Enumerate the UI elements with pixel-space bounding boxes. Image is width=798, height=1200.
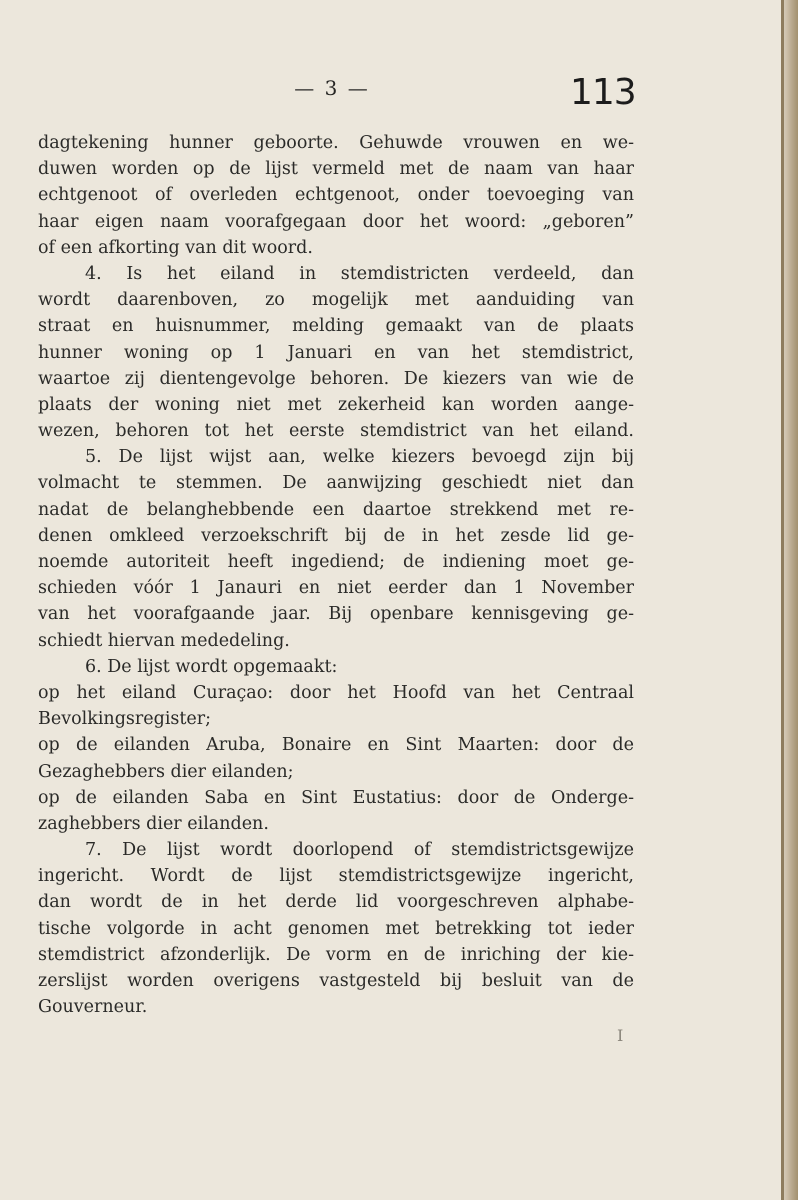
text-line: schiedt hiervan mededeling. xyxy=(38,630,290,651)
text-line: haar eigen naam voorafgegaan door het woord: „geboren” xyxy=(38,211,634,232)
page-edge xyxy=(782,0,798,1200)
text-line: dagtekening hunner geboorte. Gehuwde vrouwen en we- xyxy=(38,133,634,153)
text-line: noemde autoriteit heeft ingediend; de indiening moet ge- xyxy=(38,552,634,572)
text-line: plaats der woning niet met zekerheid kan worden aange- xyxy=(38,394,634,415)
text-line: op het eiland Curaçao: door het Hoofd van het Centraal xyxy=(38,682,634,703)
page-number: — 3 — xyxy=(294,76,370,100)
text-line: volmacht te stemmen. De aanwijzing geschiedt niet dan xyxy=(38,473,634,494)
stray-mark: I xyxy=(617,1026,624,1045)
text-line: 5. De lijst wijst aan, welke kiezers bevoegd zijn bij xyxy=(85,447,634,468)
text-line: zaghebbers dier eilanden. xyxy=(38,813,269,834)
text-line: of een afkorting van dit woord. xyxy=(38,237,313,258)
text-line: 7. De lijst wordt doorlopend of stemdistrictsgewijze xyxy=(85,840,634,861)
page-edge-shadow xyxy=(781,0,784,1200)
text-line: ingericht. Wordt de lijst stemdistrictsgewijze ingericht, xyxy=(38,866,634,887)
text-line: Gouverneur. xyxy=(38,997,148,1018)
text-line: wezen, behoren tot het eerste stemdistrict van het eiland. xyxy=(38,421,634,442)
text-line: op de eilanden Saba en Sint Eustatius: door de Onderge- xyxy=(38,787,634,808)
text-line: straat en huisnummer, melding gemaakt van de plaats xyxy=(38,316,634,337)
text-line: wordt daarenboven, zo mogelijk met aanduiding van xyxy=(38,290,634,311)
text-line: op de eilanden Aruba, Bonaire en Sint Maarten: door de xyxy=(38,735,634,756)
text-line: van het voorafgaande jaar. Bij openbare kennisgeving ge- xyxy=(38,604,634,625)
text-line: schieden vóór 1 Janauri en niet eerder dan 1 November xyxy=(38,578,634,599)
text-line: waartoe zij dientengevolge behoren. De kiezers van wie de xyxy=(38,368,634,389)
text-line: Gezaghebbers dier eilanden; xyxy=(38,761,294,782)
body-text xyxy=(38,130,634,1020)
text-line: dan wordt de in het derde lid voorgeschreven alphabe- xyxy=(38,892,634,913)
text-line: 4. Is het eiland in stemdistricten verdeeld, dan xyxy=(85,263,634,284)
text-line: stemdistrict afzonderlijk. De vorm en de inriching der kie- xyxy=(38,944,634,965)
text-line: zerslijst worden overigens vastgesteld bij besluit van de xyxy=(38,971,634,991)
archive-number: 113 xyxy=(570,72,636,113)
text-line: Bevolkingsregister; xyxy=(38,709,212,730)
text-line: hunner woning op 1 Januari en van het stemdistrict, xyxy=(38,342,634,363)
text-line: nadat de belanghebbende een daartoe strekkend met re- xyxy=(38,499,634,520)
text-line: 6. De lijst wordt opgemaakt: xyxy=(85,656,338,677)
text-line: denen omkleed verzoekschrift bij de in het zesde lid ge- xyxy=(38,525,634,546)
text-line: echtgenoot of overleden echtgenoot, onder toevoeging van xyxy=(38,185,634,206)
text-line: duwen worden op de lijst vermeld met de naam van haar xyxy=(38,159,634,180)
text-line: tische volgorde in acht genomen met betrekking tot ieder xyxy=(38,918,634,939)
